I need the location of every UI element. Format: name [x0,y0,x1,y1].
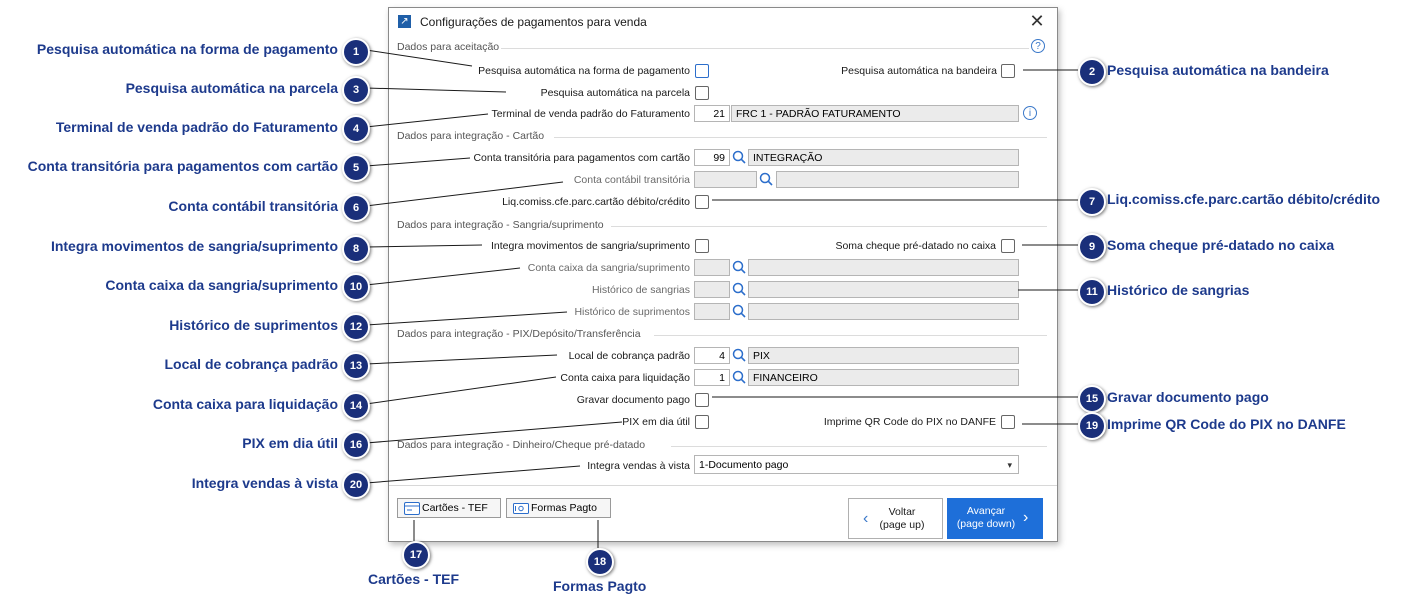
conta-trans-cartao-desc-field: INTEGRAÇÃO [748,149,1019,166]
hist-sangrias-desc-field [748,281,1019,298]
callout-badge-5: 5 [342,154,370,182]
callout-label-17: Cartões - TEF [368,571,460,587]
dialog-titlebar [389,8,1057,35]
search-icon[interactable] [731,369,747,386]
callout-badge-10: 10 [342,273,370,301]
callout-label-8: Integra movimentos de sangria/suprimento [50,238,338,254]
callout-label-10: Conta caixa da sangria/suprimento [105,277,338,293]
voltar-button[interactable] [848,498,943,539]
hist-sangrias-label: Histórico de sangrias [591,284,690,296]
callout-badge-3: 3 [342,76,370,104]
chevron-right-icon: › [1023,509,1029,526]
callout-label-20: Integra vendas à vista [191,475,338,491]
conta-caixa-liq-label: Conta caixa para liquidação [560,372,690,384]
avancar-label: Avançar [966,505,1006,517]
pesq-bandeira-checkbox[interactable] [1001,64,1015,78]
gravar-doc-label: Gravar documento pago [576,394,690,406]
divider [501,48,1029,49]
conta-contabil-label: Conta contábil transitória [573,174,690,186]
payment-config-dialog [388,7,1058,542]
chevron-down-icon: ▾ [1007,460,1012,470]
callout-label-13: Local de cobrança padrão [164,356,338,372]
card-icon [404,502,420,515]
imprime-qr-checkbox[interactable] [1001,415,1015,429]
callout-label-6: Conta contábil transitória [168,198,338,214]
cartoes-tef-button[interactable] [397,498,501,518]
search-icon[interactable] [758,171,774,188]
money-icon [513,502,529,515]
integra-vendas-value: 1-Documento pago [699,459,789,471]
hist-sangrias-code-input[interactable] [694,281,730,298]
hist-suprimentos-desc-field [748,303,1019,320]
callout-badge-2: 2 [1078,58,1106,86]
search-icon[interactable] [731,149,747,166]
divider [654,335,1047,336]
pix-dia-util-checkbox[interactable] [695,415,709,429]
integra-sangria-checkbox[interactable] [695,239,709,253]
soma-cheque-label: Soma cheque pré-datado no caixa [835,240,996,252]
cartoes-tef-label: Cartões - TEF [422,502,488,514]
callout-badge-15: 15 [1078,385,1106,413]
search-icon[interactable] [731,259,747,276]
terminal-code-input[interactable]: 21 [694,105,730,122]
callout-label-18: Formas Pagto [553,578,647,594]
section-dinheiro: Dados para integração - Dinheiro/Cheque pré-datado [397,439,646,451]
callout-badge-1: 1 [342,38,370,66]
dialog-title: Configurações de pagamentos para venda [420,15,647,29]
section-cartao: Dados para integração - Cartão [397,130,545,142]
callout-label-19: Imprime QR Code do PIX no DANFE [1107,416,1346,432]
pesq-parcela-label: Pesquisa automática na parcela [540,87,690,99]
chevron-left-icon: ‹ [863,510,869,527]
callout-badge-20: 20 [342,471,370,499]
soma-cheque-checkbox[interactable] [1001,239,1015,253]
search-icon[interactable] [731,303,747,320]
search-icon[interactable] [731,281,747,298]
callout-label-11: Histórico de sangrias [1107,282,1250,298]
callout-label-7: Liq.comiss.cfe.parc.cartão débito/crédito [1107,191,1381,207]
terminal-label: Terminal de venda padrão do Faturamento [491,108,690,120]
local-cobranca-code-input[interactable]: 4 [694,347,730,364]
conta-trans-cartao-label: Conta transitória para pagamentos com cartão [473,152,690,164]
divider [611,226,1047,227]
callout-badge-18: 18 [586,548,614,576]
integra-sangria-label: Integra movimentos de sangria/suprimento [490,240,690,252]
voltar-text [871,506,933,532]
callout-badge-6: 6 [342,194,370,222]
pesq-forma-label: Pesquisa automática na forma de pagamento [478,65,690,77]
callout-badge-8: 8 [342,235,370,263]
callout-label-3: Pesquisa automática na parcela [125,80,338,96]
callout-badge-13: 13 [342,352,370,380]
pesq-bandeira-label: Pesquisa automática na bandeira [841,65,997,77]
callout-label-4: Terminal de venda padrão do Faturamento [55,119,338,135]
pesq-parcela-checkbox[interactable] [695,86,709,100]
callout-badge-16: 16 [342,431,370,459]
section-sangria: Dados para integração - Sangria/suprimento [397,219,604,231]
callout-label-16: PIX em dia útil [242,435,338,451]
callout-badge-11: 11 [1078,278,1106,306]
help-icon[interactable]: ? [1031,39,1045,53]
callout-badge-4: 4 [342,115,370,143]
callout-badge-12: 12 [342,313,370,341]
pix-dia-util-label: PIX em dia útil [622,416,690,428]
conta-contabil-code-input[interactable] [694,171,757,188]
voltar-label: Voltar [888,506,916,518]
callout-label-1: Pesquisa automática na forma de pagamento [36,41,338,57]
avancar-button[interactable] [947,498,1043,539]
integra-vendas-select[interactable] [694,455,1019,474]
hist-suprimentos-code-input[interactable] [694,303,730,320]
callout-label-14: Conta caixa para liquidação [152,396,338,412]
app-arrow-icon: ↗ [398,15,411,28]
divider [554,137,1047,138]
callout-badge-9: 9 [1078,233,1106,261]
conta-caixa-sangria-desc-field [748,259,1019,276]
formas-pagto-button[interactable] [506,498,611,518]
hist-suprimentos-label: Histórico de suprimentos [574,306,690,318]
liq-comiss-checkbox[interactable] [695,195,709,209]
gravar-doc-checkbox[interactable] [695,393,709,407]
info-icon[interactable]: i [1023,106,1037,120]
formas-pagto-label: Formas Pagto [531,502,597,514]
callout-badge-14: 14 [342,392,370,420]
integra-vendas-label: Integra vendas à vista [587,460,690,472]
callout-label-2: Pesquisa automática na bandeira [1107,62,1329,78]
callout-badge-7: 7 [1078,188,1106,216]
section-pix: Dados para integração - PIX/Depósito/Transferência [397,328,641,340]
liq-comiss-label: Liq.comiss.cfe.parc.cartão débito/crédito [502,196,690,208]
conta-caixa-liq-desc-field: FINANCEIRO [748,369,1019,386]
close-button[interactable]: ✕ [1029,11,1045,31]
imprime-qr-label: Imprime QR Code do PIX no DANFE [823,416,996,428]
callout-label-12: Histórico de suprimentos [169,317,338,333]
conta-caixa-sangria-code-input[interactable] [694,259,730,276]
callout-badge-17: 17 [402,541,430,569]
terminal-desc-field: FRC 1 - PADRÃO FATURAMENTO [731,105,1019,122]
callout-label-15: Gravar documento pago [1107,389,1269,405]
callout-badge-19: 19 [1078,412,1106,440]
local-cobranca-desc-field: PIX [748,347,1019,364]
voltar-shortcut: (page up) [879,519,925,531]
divider [671,446,1047,447]
conta-caixa-sangria-label: Conta caixa da sangria/suprimento [527,262,690,274]
avancar-shortcut: (page down) [956,518,1016,530]
section-aceitacao: Dados para aceitação [397,41,500,53]
conta-contabil-desc-field [776,171,1019,188]
avancar-text [951,505,1021,531]
conta-trans-cartao-code-input[interactable]: 99 [694,149,730,166]
local-cobranca-label: Local de cobrança padrão [568,350,690,362]
search-icon[interactable] [731,347,747,364]
footer-divider [389,485,1057,486]
conta-caixa-liq-code-input[interactable]: 1 [694,369,730,386]
pesq-forma-checkbox[interactable] [695,64,709,78]
callout-label-9: Soma cheque pré-datado no caixa [1107,237,1335,253]
callout-label-5: Conta transitória para pagamentos com cartão [27,158,338,174]
